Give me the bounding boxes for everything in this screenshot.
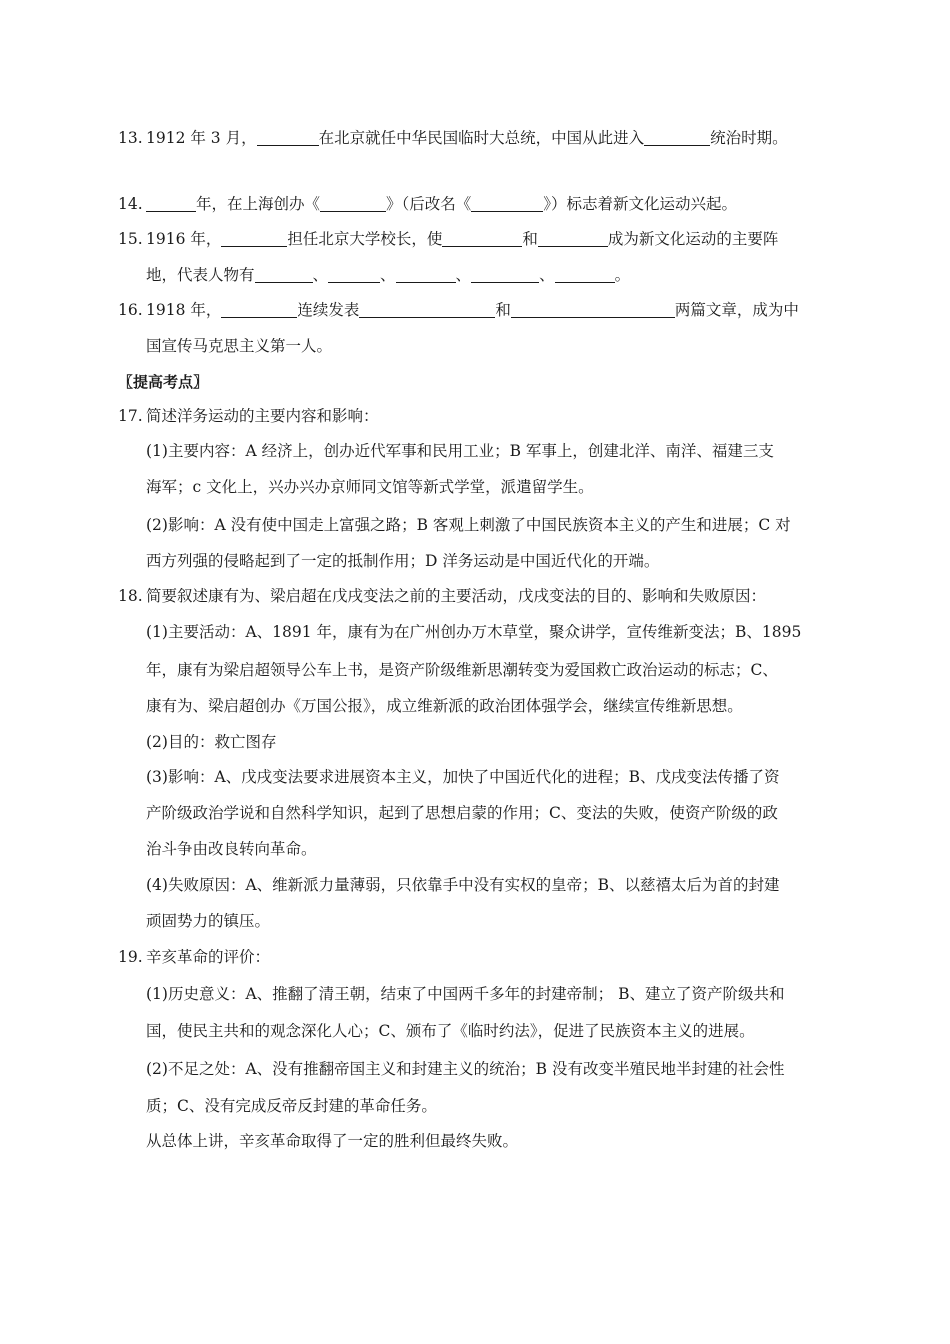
answer-blank[interactable]: [644, 129, 710, 146]
answer-blank[interactable]: [221, 230, 287, 247]
answer-blank[interactable]: [359, 301, 495, 318]
question-number: 17.: [118, 407, 143, 425]
answer-line: (1)历史意义：A、推翻了清王朝，结束了中国两千多年的封建帝制； B、建立了资产阶级共和: [146, 985, 785, 1003]
answer-line: 海军；c 文化上，兴办兴办京师同文馆等新式学堂，派遣留学生。: [146, 478, 594, 496]
text-segment: 》（后改名《: [386, 195, 472, 213]
question-number: 19.: [118, 948, 143, 966]
question-title: 简要叙述康有为、梁启超在戊戌变法之前的主要活动，戊戌变法的目的、影响和失败原因：: [146, 587, 767, 605]
text-segment: 连续发表: [297, 301, 360, 319]
question-text: [146, 127, 788, 149]
text-segment: 统治时期。: [710, 129, 788, 147]
answer-line: (2)不足之处：A、没有推翻帝国主义和封建主义的统治；B 没有改变半殖民地半封建的社会性: [146, 1060, 785, 1078]
answer-blank[interactable]: [221, 301, 297, 318]
answer-blank[interactable]: [442, 230, 522, 247]
separator: 、: [455, 266, 472, 284]
answer-blank[interactable]: [538, 230, 608, 247]
text-segment: 两篇文章，成为中: [674, 301, 799, 319]
text-segment: 年，在上海创办《: [196, 195, 321, 213]
question-text: [146, 299, 799, 321]
answer-line: 西方列强的侵略起到了一定的抵制作用；D 洋务运动是中国近代化的开端。: [146, 552, 660, 570]
answer-line: (2)影响：A 没有使中国走上富强之路；B 客观上刺激了中国民族资本主义的产生和进展；C 对: [146, 516, 791, 534]
question-title: 辛亥革命的评价：: [146, 948, 271, 966]
answer-line: (1)主要内容：A 经济上，创办近代军事和民用工业；B 军事上，创建北洋、南洋、福建三支: [146, 442, 774, 460]
answer-blank[interactable]: [555, 266, 615, 283]
separator: 、: [312, 266, 329, 284]
question-text: [146, 228, 778, 250]
text-segment: 在北京就任中华民国临时大总统，中国从此进入: [318, 129, 645, 147]
answer-line: 顽固势力的镇压。: [146, 912, 271, 930]
answer-line: (1)主要活动：A、1891 年，康有为在广州创办万木草堂，聚众讲学，宣传维新变法；B、1895: [146, 623, 802, 641]
question-title: 简述洋务运动的主要内容和影响：: [146, 407, 379, 425]
question-text: [146, 193, 737, 215]
question-number: 15.: [118, 230, 143, 248]
answer-line: 国，使民主共和的观念深化人心；C、颁布了《临时约法》，促进了民族资本主义的进展。: [146, 1022, 755, 1040]
answer-blank[interactable]: [471, 266, 539, 283]
text-segment: 和: [522, 230, 538, 248]
question-number: 14.: [118, 195, 143, 213]
answer-blank[interactable]: [257, 129, 319, 146]
text-segment: 1912 年 3 月，: [146, 129, 257, 147]
answer-line: (2)目的：救亡图存: [146, 733, 277, 751]
answer-line: 产阶级政治学说和自然科学知识，起到了思想启蒙的作用；C、变法的失败，使资产阶级的政: [146, 804, 778, 822]
question-number: 18.: [118, 587, 143, 605]
text-segment: 1916 年，: [146, 230, 222, 248]
question-number: 16.: [118, 301, 143, 319]
text-segment: 和: [495, 301, 511, 319]
answer-line: (4)失败原因：A、维新派力量薄弱，只依靠手中没有实权的皇帝；B、以慈禧太后为首的封建: [146, 876, 780, 894]
text-segment: 成为新文化运动的主要阵: [607, 230, 779, 248]
text-segment: 1918 年，: [146, 301, 222, 319]
answer-blank[interactable]: [146, 195, 196, 212]
answer-blank[interactable]: [255, 266, 313, 283]
separator: 、: [539, 266, 555, 284]
answer-blank[interactable]: [396, 266, 456, 283]
answer-line: 治斗争由改良转向革命。: [146, 840, 317, 858]
text-segment: 担任北京大学校长，使: [287, 230, 443, 248]
answer-line: 年，康有为梁启超领导公车上书，是资产阶级维新思潮转变为爱国救亡政治运动的标志；C、: [146, 661, 778, 679]
section-title: 〖提高考点〗: [118, 373, 209, 391]
answer-line: 从总体上讲，辛亥革命取得了一定的胜利但最终失败。: [146, 1132, 519, 1150]
answer-blank[interactable]: [511, 301, 675, 318]
question-15-line-2: [146, 264, 630, 286]
answer-blank[interactable]: [320, 195, 386, 212]
answer-line: 康有为、梁启超创办《万国公报》，成立维新派的政治团体强学会，继续宣传维新思想。: [146, 697, 743, 715]
question-number: 13.: [118, 129, 143, 147]
separator: 、: [380, 266, 396, 284]
question-16-line-2: 国宣传马克思主义第一人。: [146, 337, 333, 355]
answer-line: (3)影响：A、戊戌变法要求进展资本主义，加快了中国近代化的进程；B、戊戌变法传播了资: [146, 768, 780, 786]
answer-blank[interactable]: [471, 195, 543, 212]
answer-line: 质；C、没有完成反帝反封建的革命任务。: [146, 1097, 437, 1115]
text-segment: 地，代表人物有: [146, 266, 255, 284]
separator: 。: [614, 266, 631, 284]
answer-blank[interactable]: [328, 266, 380, 283]
text-segment: 》）标志着新文化运动兴起。: [543, 195, 738, 213]
